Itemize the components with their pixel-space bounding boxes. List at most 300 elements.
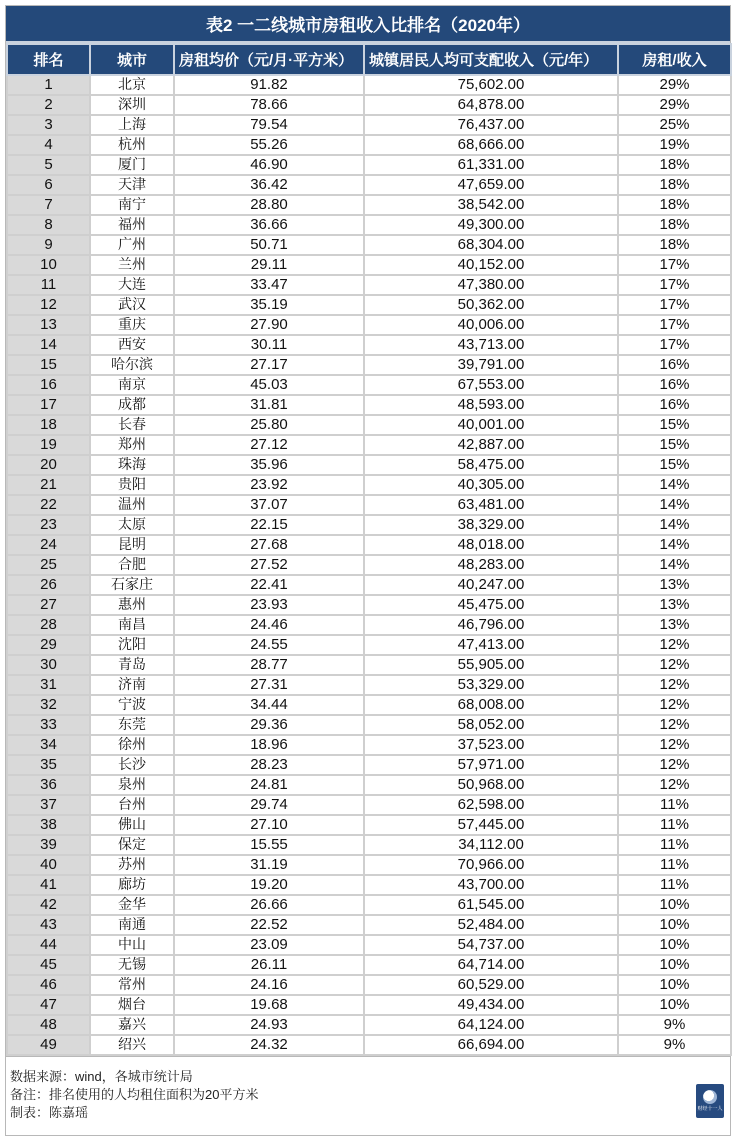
logo-text: 财经十一人 <box>697 1106 723 1112</box>
cell-city: 武汉 <box>90 295 174 315</box>
table-row <box>7 175 731 195</box>
cell-income: 45,475.00 <box>364 595 618 615</box>
cell-city: 无锡 <box>90 955 174 975</box>
cell-rank: 11 <box>7 275 90 295</box>
footer-source: 数据来源：wind，各城市统计局 <box>10 1069 193 1084</box>
cell-rent: 27.12 <box>174 435 364 455</box>
cell-ratio: 14% <box>618 475 731 495</box>
cell-rank: 47 <box>7 995 90 1015</box>
cell-income: 68,008.00 <box>364 695 618 715</box>
table-row <box>7 1015 731 1035</box>
cell-city: 深圳 <box>90 95 174 115</box>
cell-income: 64,714.00 <box>364 955 618 975</box>
cell-ratio: 10% <box>618 955 731 975</box>
cell-income: 49,434.00 <box>364 995 618 1015</box>
cell-ratio: 14% <box>618 495 731 515</box>
cell-rent: 24.81 <box>174 775 364 795</box>
cell-income: 38,329.00 <box>364 515 618 535</box>
cell-rent: 26.11 <box>174 955 364 975</box>
cell-city: 保定 <box>90 835 174 855</box>
cell-city: 石家庄 <box>90 575 174 595</box>
table-row <box>7 775 731 795</box>
cell-ratio: 29% <box>618 95 731 115</box>
cell-income: 62,598.00 <box>364 795 618 815</box>
cell-income: 38,542.00 <box>364 195 618 215</box>
cell-rank: 2 <box>7 95 90 115</box>
cell-income: 70,966.00 <box>364 855 618 875</box>
cell-city: 嘉兴 <box>90 1015 174 1035</box>
cell-income: 57,445.00 <box>364 815 618 835</box>
cell-ratio: 14% <box>618 515 731 535</box>
cell-income: 42,887.00 <box>364 435 618 455</box>
cell-income: 40,001.00 <box>364 415 618 435</box>
cell-rank: 21 <box>7 475 90 495</box>
cell-ratio: 10% <box>618 895 731 915</box>
cell-ratio: 14% <box>618 555 731 575</box>
cell-rent: 33.47 <box>174 275 364 295</box>
cell-rent: 35.19 <box>174 295 364 315</box>
cell-ratio: 10% <box>618 935 731 955</box>
table-row <box>7 555 731 575</box>
cell-ratio: 16% <box>618 355 731 375</box>
cell-rank: 7 <box>7 195 90 215</box>
cell-city: 成都 <box>90 395 174 415</box>
cell-ratio: 9% <box>618 1035 731 1055</box>
cell-ratio: 17% <box>618 255 731 275</box>
cell-income: 47,413.00 <box>364 635 618 655</box>
table-row <box>7 915 731 935</box>
cell-rank: 37 <box>7 795 90 815</box>
cell-rent: 27.52 <box>174 555 364 575</box>
cell-ratio: 11% <box>618 855 731 875</box>
cell-rent: 24.55 <box>174 635 364 655</box>
column-header-city: 城市 <box>90 44 174 75</box>
cell-rank: 15 <box>7 355 90 375</box>
cell-rent: 25.80 <box>174 415 364 435</box>
column-header-rank: 排名 <box>7 44 90 75</box>
table-row <box>7 635 731 655</box>
cell-city: 惠州 <box>90 595 174 615</box>
cell-city: 泉州 <box>90 775 174 795</box>
table-row <box>7 995 731 1015</box>
cell-ratio: 17% <box>618 275 731 295</box>
cell-rank: 29 <box>7 635 90 655</box>
cell-rank: 46 <box>7 975 90 995</box>
cell-city: 天津 <box>90 175 174 195</box>
cell-rent: 24.16 <box>174 975 364 995</box>
cell-rank: 41 <box>7 875 90 895</box>
cell-city: 台州 <box>90 795 174 815</box>
cell-ratio: 17% <box>618 315 731 335</box>
cell-rank: 36 <box>7 775 90 795</box>
cell-rank: 10 <box>7 255 90 275</box>
cell-rank: 39 <box>7 835 90 855</box>
cell-rank: 31 <box>7 675 90 695</box>
rent-income-table <box>6 43 732 1056</box>
cell-income: 64,124.00 <box>364 1015 618 1035</box>
cell-city: 厦门 <box>90 155 174 175</box>
cell-rank: 32 <box>7 695 90 715</box>
cell-ratio: 16% <box>618 375 731 395</box>
cell-rank: 18 <box>7 415 90 435</box>
table-title: 表2 一二线城市房租收入比排名（2020年） <box>6 6 730 43</box>
column-header-income: 城镇居民人均可支配收入（元/年） <box>364 44 618 75</box>
cell-city: 合肥 <box>90 555 174 575</box>
cell-rent: 29.36 <box>174 715 364 735</box>
cell-rank: 33 <box>7 715 90 735</box>
cell-city: 重庆 <box>90 315 174 335</box>
cell-rank: 16 <box>7 375 90 395</box>
cell-ratio: 12% <box>618 755 731 775</box>
cell-income: 55,905.00 <box>364 655 618 675</box>
cell-rent: 18.96 <box>174 735 364 755</box>
cell-rank: 48 <box>7 1015 90 1035</box>
cell-city: 东莞 <box>90 715 174 735</box>
cell-rent: 36.66 <box>174 215 364 235</box>
cell-income: 53,329.00 <box>364 675 618 695</box>
table-row <box>7 375 731 395</box>
cell-income: 40,006.00 <box>364 315 618 335</box>
cell-city: 长春 <box>90 415 174 435</box>
cell-city: 南宁 <box>90 195 174 215</box>
cell-city: 长沙 <box>90 755 174 775</box>
cell-income: 58,475.00 <box>364 455 618 475</box>
cell-ratio: 9% <box>618 1015 731 1035</box>
table-row <box>7 195 731 215</box>
table-row <box>7 615 731 635</box>
table-row <box>7 155 731 175</box>
cell-city: 广州 <box>90 235 174 255</box>
cell-ratio: 11% <box>618 875 731 895</box>
cell-rank: 38 <box>7 815 90 835</box>
cell-ratio: 18% <box>618 155 731 175</box>
table-row <box>7 895 731 915</box>
cell-rank: 34 <box>7 735 90 755</box>
cell-rank: 30 <box>7 655 90 675</box>
table-row <box>7 875 731 895</box>
cell-rank: 9 <box>7 235 90 255</box>
cell-rent: 45.03 <box>174 375 364 395</box>
cell-city: 兰州 <box>90 255 174 275</box>
table-row <box>7 655 731 675</box>
cell-city: 北京 <box>90 75 174 95</box>
table-row <box>7 755 731 775</box>
cell-income: 75,602.00 <box>364 75 618 95</box>
cell-city: 中山 <box>90 935 174 955</box>
cell-income: 43,713.00 <box>364 335 618 355</box>
table-row <box>7 595 731 615</box>
table-row <box>7 975 731 995</box>
cell-rent: 29.74 <box>174 795 364 815</box>
cell-income: 37,523.00 <box>364 735 618 755</box>
cell-income: 46,796.00 <box>364 615 618 635</box>
table-row <box>7 795 731 815</box>
cell-ratio: 12% <box>618 715 731 735</box>
cell-income: 52,484.00 <box>364 915 618 935</box>
column-header-ratio: 房租/收入 <box>618 44 731 75</box>
cell-rent: 55.26 <box>174 135 364 155</box>
cell-ratio: 12% <box>618 675 731 695</box>
cell-rank: 27 <box>7 595 90 615</box>
cell-rank: 17 <box>7 395 90 415</box>
table-row <box>7 335 731 355</box>
cell-rank: 13 <box>7 315 90 335</box>
cell-rank: 12 <box>7 295 90 315</box>
cell-ratio: 18% <box>618 195 731 215</box>
cell-income: 34,112.00 <box>364 835 618 855</box>
cell-rent: 26.66 <box>174 895 364 915</box>
cell-rent: 23.09 <box>174 935 364 955</box>
cell-city: 上海 <box>90 115 174 135</box>
cell-ratio: 12% <box>618 655 731 675</box>
cell-income: 48,593.00 <box>364 395 618 415</box>
cell-income: 54,737.00 <box>364 935 618 955</box>
cell-income: 68,666.00 <box>364 135 618 155</box>
cell-rent: 24.93 <box>174 1015 364 1035</box>
table-row <box>7 1035 731 1055</box>
cell-rank: 26 <box>7 575 90 595</box>
cell-ratio: 12% <box>618 775 731 795</box>
cell-city: 济南 <box>90 675 174 695</box>
cell-ratio: 13% <box>618 575 731 595</box>
cell-ratio: 12% <box>618 735 731 755</box>
publisher-logo <box>696 1084 724 1118</box>
cell-income: 43,700.00 <box>364 875 618 895</box>
cell-income: 48,283.00 <box>364 555 618 575</box>
cell-rent: 28.77 <box>174 655 364 675</box>
cell-city: 温州 <box>90 495 174 515</box>
cell-income: 40,247.00 <box>364 575 618 595</box>
cell-rank: 20 <box>7 455 90 475</box>
cell-city: 佛山 <box>90 815 174 835</box>
globe-icon <box>703 1090 717 1104</box>
cell-rank: 19 <box>7 435 90 455</box>
cell-city: 徐州 <box>90 735 174 755</box>
table-row <box>7 835 731 855</box>
cell-rank: 28 <box>7 615 90 635</box>
cell-income: 48,018.00 <box>364 535 618 555</box>
cell-rent: 24.46 <box>174 615 364 635</box>
cell-income: 58,052.00 <box>364 715 618 735</box>
cell-rent: 31.81 <box>174 395 364 415</box>
cell-ratio: 12% <box>618 635 731 655</box>
cell-rank: 40 <box>7 855 90 875</box>
cell-rent: 15.55 <box>174 835 364 855</box>
cell-income: 61,331.00 <box>364 155 618 175</box>
cell-ratio: 14% <box>618 535 731 555</box>
table-row <box>7 855 731 875</box>
cell-rent: 91.82 <box>174 75 364 95</box>
cell-income: 40,152.00 <box>364 255 618 275</box>
cell-ratio: 10% <box>618 995 731 1015</box>
cell-income: 47,659.00 <box>364 175 618 195</box>
cell-city: 青岛 <box>90 655 174 675</box>
table-row <box>7 315 731 335</box>
cell-income: 61,545.00 <box>364 895 618 915</box>
cell-rent: 27.90 <box>174 315 364 335</box>
cell-income: 64,878.00 <box>364 95 618 115</box>
cell-income: 66,694.00 <box>364 1035 618 1055</box>
cell-rank: 24 <box>7 535 90 555</box>
table-row <box>7 495 731 515</box>
cell-income: 60,529.00 <box>364 975 618 995</box>
cell-income: 63,481.00 <box>364 495 618 515</box>
table-row <box>7 815 731 835</box>
table-row <box>7 275 731 295</box>
table-row <box>7 215 731 235</box>
cell-ratio: 25% <box>618 115 731 135</box>
cell-rank: 23 <box>7 515 90 535</box>
cell-city: 昆明 <box>90 535 174 555</box>
cell-ratio: 11% <box>618 795 731 815</box>
cell-rent: 79.54 <box>174 115 364 135</box>
cell-city: 廊坊 <box>90 875 174 895</box>
table-row <box>7 135 731 155</box>
cell-rank: 35 <box>7 755 90 775</box>
cell-city: 南昌 <box>90 615 174 635</box>
cell-rent: 29.11 <box>174 255 364 275</box>
cell-rent: 30.11 <box>174 335 364 355</box>
cell-city: 珠海 <box>90 455 174 475</box>
cell-income: 50,968.00 <box>364 775 618 795</box>
table-row <box>7 435 731 455</box>
cell-rank: 43 <box>7 915 90 935</box>
table-row <box>7 475 731 495</box>
table-row <box>7 675 731 695</box>
cell-rent: 23.92 <box>174 475 364 495</box>
cell-ratio: 15% <box>618 415 731 435</box>
table-row <box>7 575 731 595</box>
cell-rent: 34.44 <box>174 695 364 715</box>
cell-rent: 19.20 <box>174 875 364 895</box>
cell-ratio: 10% <box>618 915 731 935</box>
cell-income: 50,362.00 <box>364 295 618 315</box>
table-footer <box>5 1056 731 1136</box>
cell-rent: 31.19 <box>174 855 364 875</box>
table-row <box>7 695 731 715</box>
cell-rank: 6 <box>7 175 90 195</box>
cell-ratio: 15% <box>618 435 731 455</box>
cell-city: 宁波 <box>90 695 174 715</box>
cell-rent: 27.68 <box>174 535 364 555</box>
rent-income-table-frame <box>5 5 731 1057</box>
table-row <box>7 415 731 435</box>
cell-city: 哈尔滨 <box>90 355 174 375</box>
cell-ratio: 18% <box>618 235 731 255</box>
table-row <box>7 935 731 955</box>
cell-rank: 44 <box>7 935 90 955</box>
table-row <box>7 735 731 755</box>
cell-ratio: 10% <box>618 975 731 995</box>
table-row <box>7 455 731 475</box>
cell-ratio: 17% <box>618 295 731 315</box>
cell-rent: 23.93 <box>174 595 364 615</box>
cell-rank: 42 <box>7 895 90 915</box>
cell-ratio: 11% <box>618 815 731 835</box>
cell-ratio: 18% <box>618 175 731 195</box>
table-row <box>7 75 731 95</box>
cell-city: 绍兴 <box>90 1035 174 1055</box>
cell-rent: 27.10 <box>174 815 364 835</box>
table-row <box>7 535 731 555</box>
cell-rent: 27.31 <box>174 675 364 695</box>
cell-ratio: 11% <box>618 835 731 855</box>
table-row <box>7 255 731 275</box>
cell-rent: 22.15 <box>174 515 364 535</box>
cell-ratio: 13% <box>618 615 731 635</box>
table-row <box>7 395 731 415</box>
cell-city: 金华 <box>90 895 174 915</box>
table-row <box>7 955 731 975</box>
cell-income: 76,437.00 <box>364 115 618 135</box>
cell-city: 南通 <box>90 915 174 935</box>
cell-rank: 25 <box>7 555 90 575</box>
cell-rank: 4 <box>7 135 90 155</box>
cell-rank: 14 <box>7 335 90 355</box>
cell-rent: 24.32 <box>174 1035 364 1055</box>
cell-rent: 22.52 <box>174 915 364 935</box>
footer-author: 制表：陈嘉瑶 <box>10 1105 89 1120</box>
cell-ratio: 16% <box>618 395 731 415</box>
cell-rank: 8 <box>7 215 90 235</box>
cell-rent: 28.23 <box>174 755 364 775</box>
cell-rank: 3 <box>7 115 90 135</box>
cell-city: 大连 <box>90 275 174 295</box>
cell-city: 西安 <box>90 335 174 355</box>
cell-income: 67,553.00 <box>364 375 618 395</box>
cell-income: 39,791.00 <box>364 355 618 375</box>
cell-ratio: 13% <box>618 595 731 615</box>
cell-ratio: 29% <box>618 75 731 95</box>
table-header-row <box>7 44 731 75</box>
cell-income: 68,304.00 <box>364 235 618 255</box>
cell-income: 47,380.00 <box>364 275 618 295</box>
table-row <box>7 235 731 255</box>
table-row <box>7 355 731 375</box>
cell-ratio: 15% <box>618 455 731 475</box>
cell-city: 杭州 <box>90 135 174 155</box>
cell-rent: 36.42 <box>174 175 364 195</box>
cell-city: 福州 <box>90 215 174 235</box>
cell-income: 40,305.00 <box>364 475 618 495</box>
cell-ratio: 12% <box>618 695 731 715</box>
table-row <box>7 715 731 735</box>
table-body <box>7 75 731 1055</box>
footer-note: 备注：排名使用的人均租住面积为20平方米 <box>10 1087 259 1102</box>
cell-city: 太原 <box>90 515 174 535</box>
cell-city: 南京 <box>90 375 174 395</box>
cell-rank: 1 <box>7 75 90 95</box>
cell-city: 苏州 <box>90 855 174 875</box>
cell-rent: 50.71 <box>174 235 364 255</box>
cell-rank: 49 <box>7 1035 90 1055</box>
cell-rent: 19.68 <box>174 995 364 1015</box>
cell-ratio: 19% <box>618 135 731 155</box>
cell-city: 贵阳 <box>90 475 174 495</box>
table-row <box>7 515 731 535</box>
cell-rank: 22 <box>7 495 90 515</box>
cell-ratio: 17% <box>618 335 731 355</box>
cell-rank: 45 <box>7 955 90 975</box>
cell-city: 沈阳 <box>90 635 174 655</box>
cell-rent: 22.41 <box>174 575 364 595</box>
cell-rent: 28.80 <box>174 195 364 215</box>
cell-rent: 37.07 <box>174 495 364 515</box>
cell-rent: 78.66 <box>174 95 364 115</box>
cell-rent: 35.96 <box>174 455 364 475</box>
cell-city: 常州 <box>90 975 174 995</box>
table-row <box>7 295 731 315</box>
